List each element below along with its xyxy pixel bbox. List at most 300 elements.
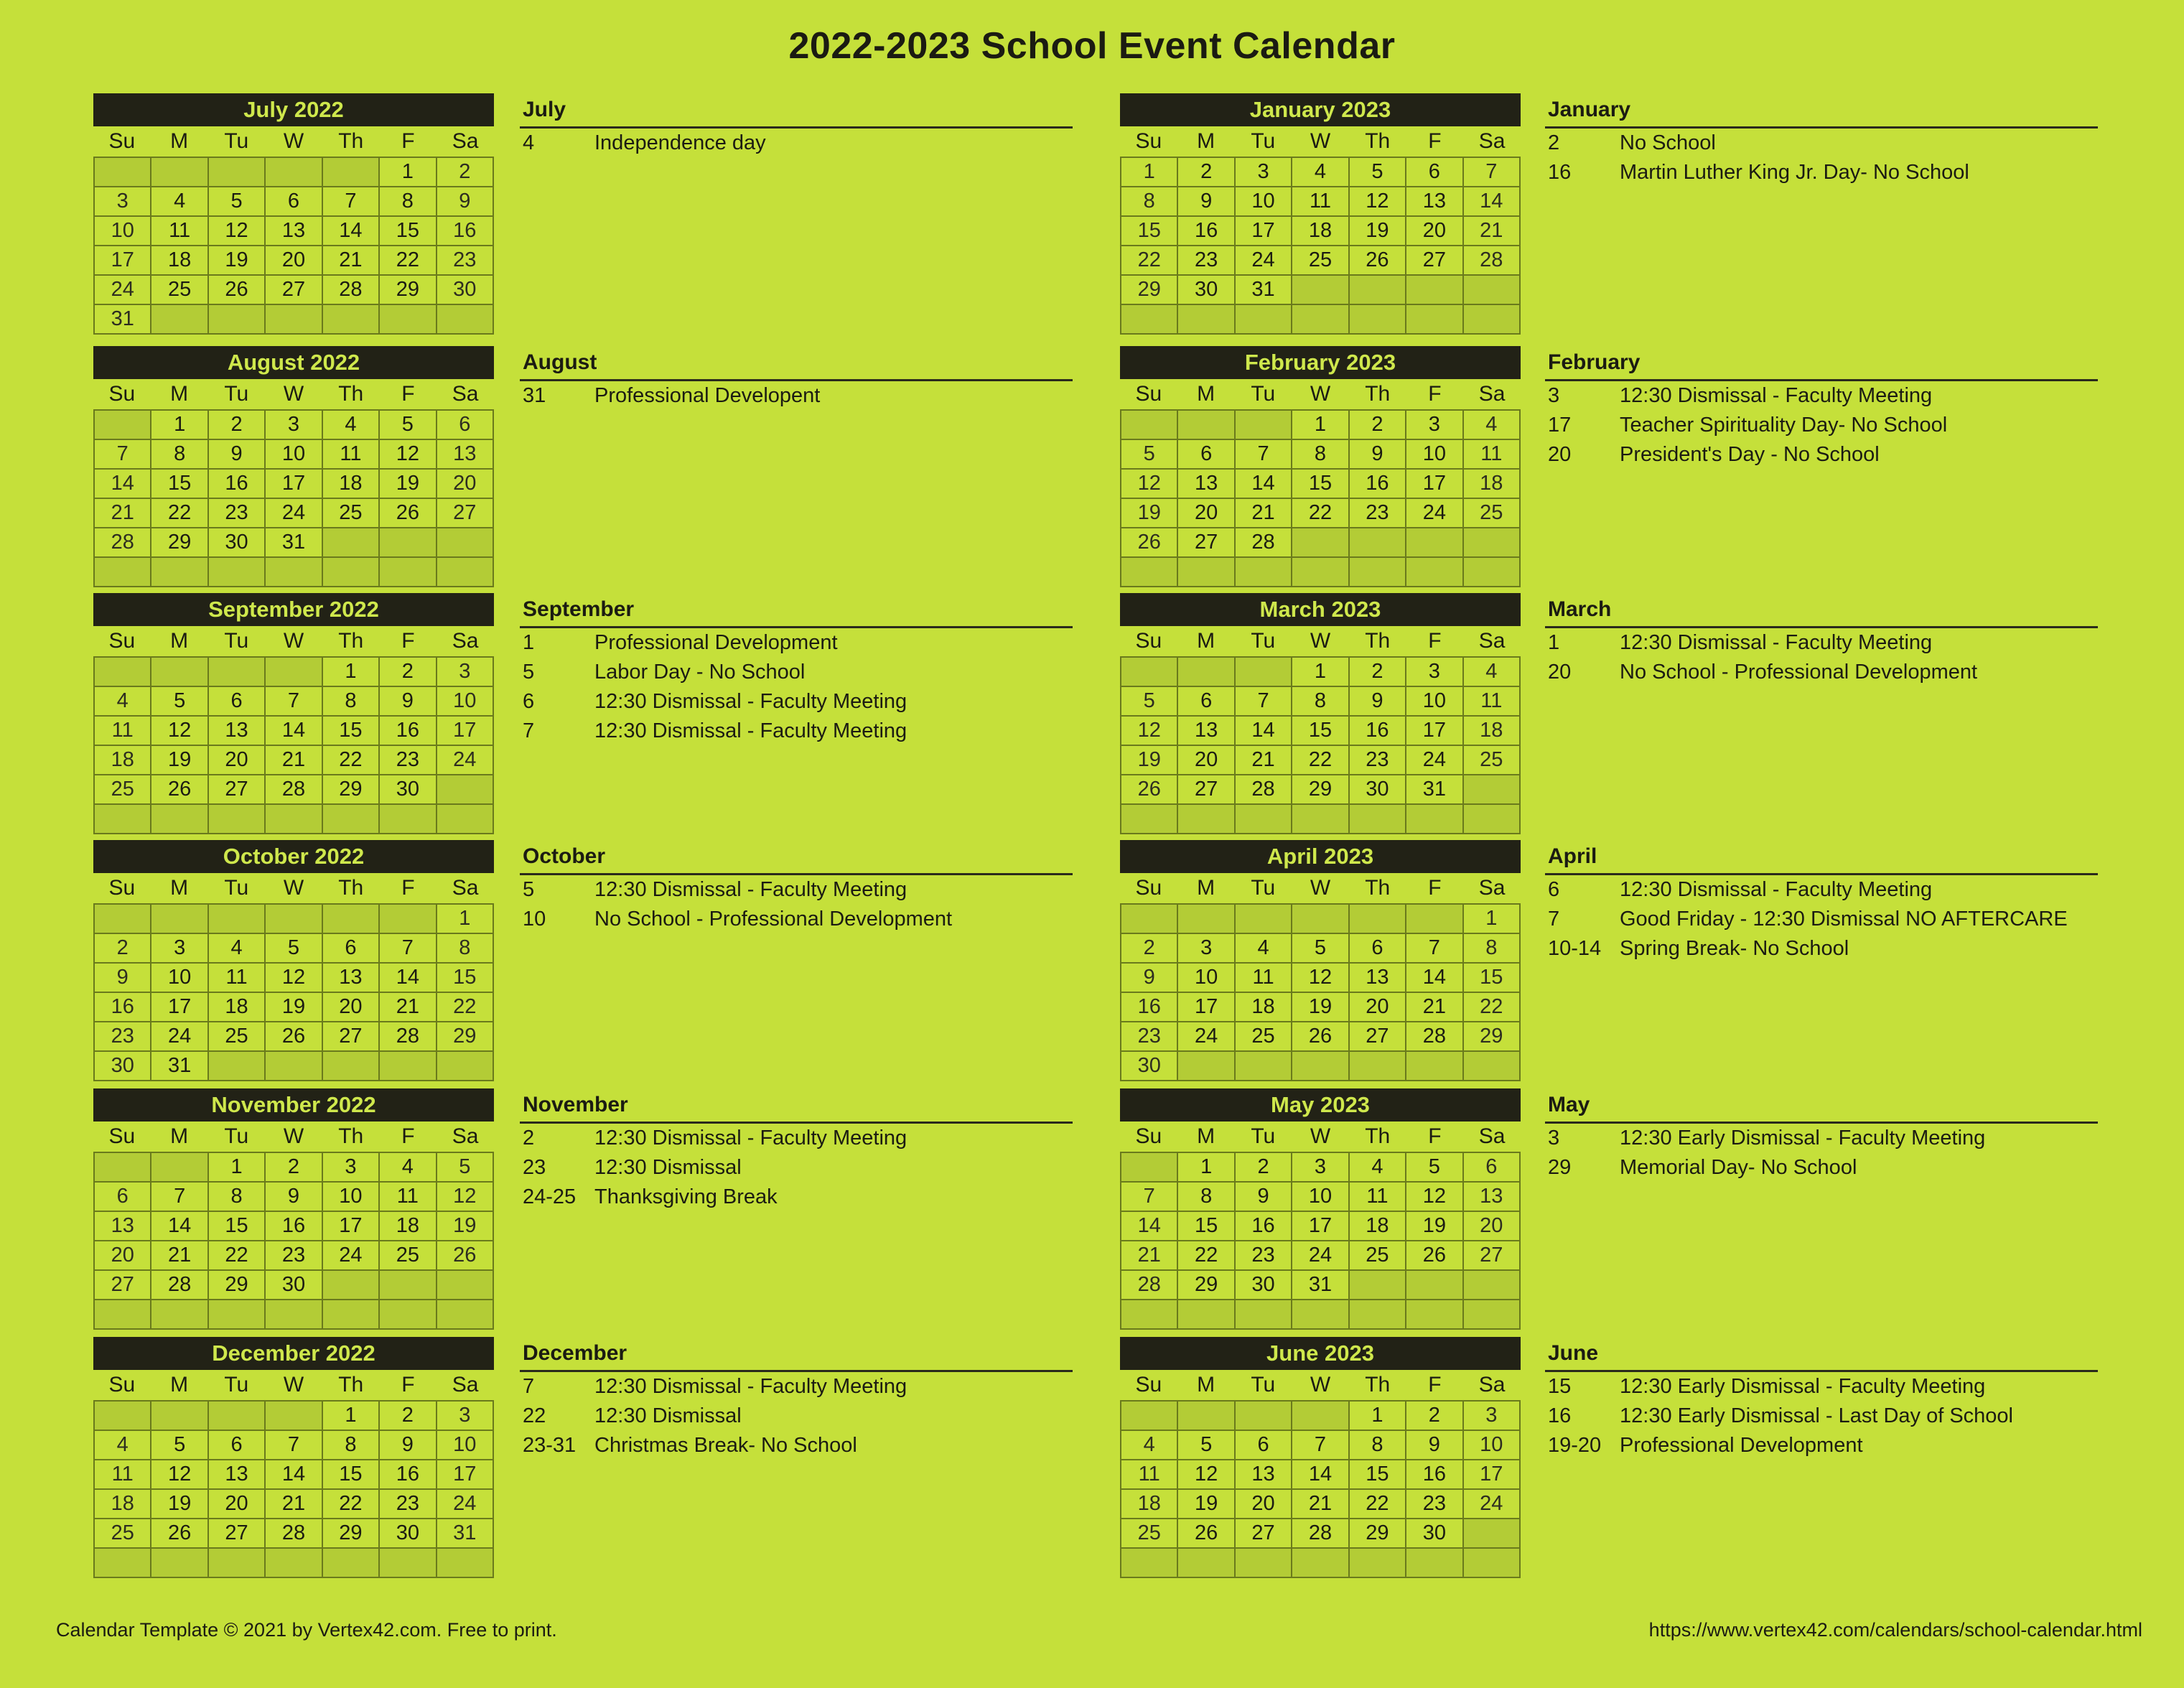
day-cell[interactable]: 2 <box>209 411 266 440</box>
day-cell[interactable]: 17 <box>151 993 208 1022</box>
day-cell[interactable]: 27 <box>1406 246 1463 276</box>
day-cell[interactable]: 30 <box>1121 1052 1178 1081</box>
day-cell[interactable]: 22 <box>1464 993 1521 1022</box>
day-cell[interactable]: 30 <box>1406 1519 1463 1549</box>
day-cell[interactable]: 12 <box>1406 1183 1463 1212</box>
day-cell[interactable]: 2 <box>1236 1153 1292 1183</box>
day-cell[interactable]: 26 <box>266 1022 322 1052</box>
day-cell[interactable]: 8 <box>1178 1183 1235 1212</box>
day-cell[interactable]: 29 <box>1121 276 1178 305</box>
day-cell[interactable]: 18 <box>323 470 380 499</box>
day-cell[interactable]: 21 <box>95 499 151 528</box>
day-cell[interactable]: 12 <box>266 964 322 993</box>
day-cell[interactable]: 26 <box>151 775 208 805</box>
day-cell[interactable]: 15 <box>1464 964 1521 993</box>
day-cell[interactable]: 14 <box>266 1460 322 1490</box>
day-cell[interactable]: 6 <box>95 1183 151 1212</box>
day-cell[interactable]: 19 <box>1121 746 1178 775</box>
day-cell[interactable]: 26 <box>209 276 266 305</box>
day-cell[interactable]: 21 <box>1292 1490 1349 1519</box>
day-cell[interactable]: 29 <box>151 528 208 558</box>
day-cell[interactable]: 30 <box>1236 1271 1292 1300</box>
day-cell[interactable]: 9 <box>1406 1431 1463 1460</box>
day-cell[interactable]: 21 <box>151 1241 208 1271</box>
day-cell[interactable]: 11 <box>209 964 266 993</box>
day-cell[interactable]: 21 <box>266 746 322 775</box>
day-cell[interactable]: 18 <box>209 993 266 1022</box>
day-cell[interactable]: 10 <box>1406 687 1463 717</box>
day-cell[interactable]: 5 <box>1121 687 1178 717</box>
day-cell[interactable]: 16 <box>1236 1212 1292 1241</box>
day-cell[interactable]: 3 <box>266 411 322 440</box>
day-cell[interactable]: 6 <box>323 934 380 964</box>
day-cell[interactable]: 30 <box>1350 775 1406 805</box>
day-cell[interactable]: 2 <box>1350 411 1406 440</box>
day-cell[interactable]: 24 <box>151 1022 208 1052</box>
day-cell[interactable]: 10 <box>437 1431 494 1460</box>
day-cell[interactable]: 10 <box>323 1183 380 1212</box>
day-cell[interactable]: 10 <box>151 964 208 993</box>
day-cell[interactable]: 26 <box>380 499 437 528</box>
day-cell[interactable]: 27 <box>1178 775 1235 805</box>
day-cell[interactable]: 28 <box>95 528 151 558</box>
day-cell[interactable]: 8 <box>1292 687 1349 717</box>
day-cell[interactable]: 4 <box>95 687 151 717</box>
day-cell[interactable]: 17 <box>1464 1460 1521 1490</box>
day-cell[interactable]: 9 <box>209 440 266 470</box>
day-cell[interactable]: 5 <box>1178 1431 1235 1460</box>
day-cell[interactable]: 3 <box>1292 1153 1349 1183</box>
day-cell[interactable]: 13 <box>1178 470 1235 499</box>
day-cell[interactable]: 3 <box>1406 658 1463 687</box>
day-cell[interactable]: 4 <box>1236 934 1292 964</box>
day-cell[interactable]: 3 <box>95 187 151 217</box>
day-cell[interactable]: 28 <box>1292 1519 1349 1549</box>
day-cell[interactable]: 5 <box>266 934 322 964</box>
day-cell[interactable]: 11 <box>323 440 380 470</box>
day-cell[interactable]: 13 <box>323 964 380 993</box>
day-cell[interactable]: 17 <box>1236 217 1292 246</box>
day-cell[interactable]: 6 <box>209 687 266 717</box>
day-cell[interactable]: 12 <box>437 1183 494 1212</box>
day-cell[interactable]: 25 <box>1464 499 1521 528</box>
day-cell[interactable]: 25 <box>95 1519 151 1549</box>
day-cell[interactable]: 7 <box>95 440 151 470</box>
day-cell[interactable]: 12 <box>209 217 266 246</box>
day-cell[interactable]: 23 <box>1350 499 1406 528</box>
day-cell[interactable]: 14 <box>1292 1460 1349 1490</box>
day-cell[interactable]: 14 <box>380 964 437 993</box>
day-cell[interactable]: 18 <box>1292 217 1349 246</box>
day-cell[interactable]: 9 <box>437 187 494 217</box>
day-cell[interactable]: 3 <box>323 1153 380 1183</box>
day-cell[interactable]: 9 <box>1350 687 1406 717</box>
day-cell[interactable]: 24 <box>1406 746 1463 775</box>
day-cell[interactable]: 14 <box>323 217 380 246</box>
day-cell[interactable]: 1 <box>437 905 494 934</box>
day-cell[interactable]: 23 <box>1121 1022 1178 1052</box>
day-cell[interactable]: 13 <box>437 440 494 470</box>
day-cell[interactable]: 11 <box>1236 964 1292 993</box>
day-cell[interactable]: 7 <box>1406 934 1463 964</box>
day-cell[interactable]: 14 <box>1406 964 1463 993</box>
day-cell[interactable]: 30 <box>437 276 494 305</box>
day-cell[interactable]: 19 <box>209 246 266 276</box>
day-cell[interactable]: 5 <box>437 1153 494 1183</box>
day-cell[interactable]: 9 <box>1236 1183 1292 1212</box>
day-cell[interactable]: 20 <box>1350 993 1406 1022</box>
day-cell[interactable]: 24 <box>323 1241 380 1271</box>
day-cell[interactable]: 9 <box>380 1431 437 1460</box>
day-cell[interactable]: 11 <box>151 217 208 246</box>
day-cell[interactable]: 24 <box>437 746 494 775</box>
day-cell[interactable]: 7 <box>266 687 322 717</box>
day-cell[interactable]: 5 <box>151 1431 208 1460</box>
day-cell[interactable]: 25 <box>1350 1241 1406 1271</box>
day-cell[interactable]: 1 <box>1178 1153 1235 1183</box>
day-cell[interactable]: 31 <box>437 1519 494 1549</box>
day-cell[interactable]: 20 <box>1464 1212 1521 1241</box>
day-cell[interactable]: 6 <box>1236 1431 1292 1460</box>
day-cell[interactable]: 13 <box>1464 1183 1521 1212</box>
day-cell[interactable]: 6 <box>266 187 322 217</box>
day-cell[interactable]: 2 <box>380 1402 437 1431</box>
day-cell[interactable]: 15 <box>1350 1460 1406 1490</box>
day-cell[interactable]: 15 <box>380 217 437 246</box>
day-cell[interactable]: 22 <box>151 499 208 528</box>
day-cell[interactable]: 25 <box>95 775 151 805</box>
day-cell[interactable]: 29 <box>1178 1271 1235 1300</box>
day-cell[interactable]: 27 <box>323 1022 380 1052</box>
day-cell[interactable]: 13 <box>1406 187 1463 217</box>
day-cell[interactable]: 19 <box>1350 217 1406 246</box>
day-cell[interactable]: 4 <box>209 934 266 964</box>
day-cell[interactable]: 25 <box>1121 1519 1178 1549</box>
day-cell[interactable]: 11 <box>1292 187 1349 217</box>
day-cell[interactable]: 8 <box>380 187 437 217</box>
day-cell[interactable]: 25 <box>323 499 380 528</box>
day-cell[interactable]: 14 <box>1236 470 1292 499</box>
day-cell[interactable]: 9 <box>1121 964 1178 993</box>
day-cell[interactable]: 27 <box>266 276 322 305</box>
day-cell[interactable]: 16 <box>266 1212 322 1241</box>
day-cell[interactable]: 10 <box>1406 440 1463 470</box>
day-cell[interactable]: 15 <box>323 1460 380 1490</box>
day-cell[interactable]: 2 <box>1350 658 1406 687</box>
day-cell[interactable]: 8 <box>151 440 208 470</box>
day-cell[interactable]: 22 <box>1350 1490 1406 1519</box>
day-cell[interactable]: 18 <box>1464 470 1521 499</box>
day-cell[interactable]: 17 <box>1406 470 1463 499</box>
day-cell[interactable]: 6 <box>437 411 494 440</box>
day-cell[interactable]: 7 <box>1292 1431 1349 1460</box>
day-cell[interactable]: 29 <box>323 1519 380 1549</box>
day-cell[interactable]: 22 <box>380 246 437 276</box>
day-cell[interactable]: 20 <box>323 993 380 1022</box>
day-cell[interactable]: 27 <box>1464 1241 1521 1271</box>
day-cell[interactable]: 23 <box>1406 1490 1463 1519</box>
day-cell[interactable]: 16 <box>1350 717 1406 746</box>
day-cell[interactable]: 2 <box>380 658 437 687</box>
day-cell[interactable]: 25 <box>1236 1022 1292 1052</box>
day-cell[interactable]: 15 <box>1178 1212 1235 1241</box>
day-cell[interactable]: 1 <box>151 411 208 440</box>
day-cell[interactable]: 5 <box>151 687 208 717</box>
day-cell[interactable]: 21 <box>1121 1241 1178 1271</box>
day-cell[interactable]: 28 <box>323 276 380 305</box>
day-cell[interactable]: 4 <box>323 411 380 440</box>
day-cell[interactable]: 12 <box>1178 1460 1235 1490</box>
day-cell[interactable]: 9 <box>95 964 151 993</box>
day-cell[interactable]: 15 <box>209 1212 266 1241</box>
day-cell[interactable]: 20 <box>1178 746 1235 775</box>
day-cell[interactable]: 24 <box>266 499 322 528</box>
day-cell[interactable]: 21 <box>1236 499 1292 528</box>
day-cell[interactable]: 22 <box>1292 746 1349 775</box>
day-cell[interactable]: 31 <box>1292 1271 1349 1300</box>
day-cell[interactable]: 19 <box>437 1212 494 1241</box>
day-cell[interactable]: 18 <box>1464 717 1521 746</box>
day-cell[interactable]: 22 <box>1178 1241 1235 1271</box>
day-cell[interactable]: 9 <box>1178 187 1235 217</box>
day-cell[interactable]: 16 <box>1350 470 1406 499</box>
day-cell[interactable]: 20 <box>209 1490 266 1519</box>
day-cell[interactable]: 24 <box>1236 246 1292 276</box>
day-cell[interactable]: 1 <box>1121 158 1178 187</box>
day-cell[interactable]: 2 <box>95 934 151 964</box>
day-cell[interactable]: 23 <box>1350 746 1406 775</box>
day-cell[interactable]: 14 <box>1236 717 1292 746</box>
day-cell[interactable]: 24 <box>1406 499 1463 528</box>
day-cell[interactable]: 19 <box>1406 1212 1463 1241</box>
day-cell[interactable]: 14 <box>151 1212 208 1241</box>
day-cell[interactable]: 7 <box>323 187 380 217</box>
day-cell[interactable]: 26 <box>437 1241 494 1271</box>
day-cell[interactable]: 16 <box>95 993 151 1022</box>
day-cell[interactable]: 3 <box>1406 411 1463 440</box>
day-cell[interactable]: 2 <box>1121 934 1178 964</box>
day-cell[interactable]: 31 <box>266 528 322 558</box>
day-cell[interactable]: 8 <box>437 934 494 964</box>
day-cell[interactable]: 7 <box>1464 158 1521 187</box>
day-cell[interactable]: 2 <box>1406 1402 1463 1431</box>
day-cell[interactable]: 30 <box>95 1052 151 1081</box>
day-cell[interactable]: 3 <box>1236 158 1292 187</box>
day-cell[interactable]: 20 <box>437 470 494 499</box>
day-cell[interactable]: 21 <box>266 1490 322 1519</box>
day-cell[interactable]: 11 <box>380 1183 437 1212</box>
day-cell[interactable]: 27 <box>1236 1519 1292 1549</box>
day-cell[interactable]: 8 <box>1350 1431 1406 1460</box>
day-cell[interactable]: 28 <box>1121 1271 1178 1300</box>
day-cell[interactable]: 17 <box>95 246 151 276</box>
day-cell[interactable]: 4 <box>95 1431 151 1460</box>
day-cell[interactable]: 16 <box>209 470 266 499</box>
day-cell[interactable]: 23 <box>1178 246 1235 276</box>
day-cell[interactable]: 29 <box>1464 1022 1521 1052</box>
day-cell[interactable]: 30 <box>266 1271 322 1300</box>
day-cell[interactable]: 4 <box>151 187 208 217</box>
day-cell[interactable]: 26 <box>1292 1022 1349 1052</box>
day-cell[interactable]: 26 <box>1350 246 1406 276</box>
day-cell[interactable]: 13 <box>1236 1460 1292 1490</box>
day-cell[interactable]: 28 <box>1236 775 1292 805</box>
day-cell[interactable]: 19 <box>151 1490 208 1519</box>
day-cell[interactable]: 13 <box>1350 964 1406 993</box>
day-cell[interactable]: 8 <box>1121 187 1178 217</box>
day-cell[interactable]: 7 <box>151 1183 208 1212</box>
day-cell[interactable]: 17 <box>437 1460 494 1490</box>
day-cell[interactable]: 10 <box>95 217 151 246</box>
day-cell[interactable]: 15 <box>323 717 380 746</box>
day-cell[interactable]: 3 <box>437 1402 494 1431</box>
day-cell[interactable]: 14 <box>1121 1212 1178 1241</box>
day-cell[interactable]: 23 <box>437 246 494 276</box>
day-cell[interactable]: 27 <box>1178 528 1235 558</box>
day-cell[interactable]: 23 <box>380 746 437 775</box>
day-cell[interactable]: 31 <box>1406 775 1463 805</box>
day-cell[interactable]: 5 <box>1292 934 1349 964</box>
day-cell[interactable]: 28 <box>380 1022 437 1052</box>
day-cell[interactable]: 4 <box>1121 1431 1178 1460</box>
day-cell[interactable]: 4 <box>1464 411 1521 440</box>
day-cell[interactable]: 17 <box>1178 993 1235 1022</box>
day-cell[interactable]: 15 <box>1292 470 1349 499</box>
day-cell[interactable]: 17 <box>1292 1212 1349 1241</box>
day-cell[interactable]: 11 <box>1121 1460 1178 1490</box>
day-cell[interactable]: 28 <box>151 1271 208 1300</box>
day-cell[interactable]: 10 <box>1178 964 1235 993</box>
day-cell[interactable]: 4 <box>1292 158 1349 187</box>
day-cell[interactable]: 25 <box>1464 746 1521 775</box>
day-cell[interactable]: 12 <box>1121 470 1178 499</box>
day-cell[interactable]: 12 <box>1121 717 1178 746</box>
day-cell[interactable]: 24 <box>1464 1490 1521 1519</box>
day-cell[interactable]: 29 <box>437 1022 494 1052</box>
day-cell[interactable]: 27 <box>95 1271 151 1300</box>
day-cell[interactable]: 8 <box>1292 440 1349 470</box>
day-cell[interactable]: 14 <box>266 717 322 746</box>
day-cell[interactable]: 31 <box>95 305 151 335</box>
day-cell[interactable]: 1 <box>323 1402 380 1431</box>
day-cell[interactable]: 1 <box>1292 658 1349 687</box>
day-cell[interactable]: 16 <box>380 1460 437 1490</box>
day-cell[interactable]: 9 <box>1350 440 1406 470</box>
day-cell[interactable]: 13 <box>209 717 266 746</box>
day-cell[interactable]: 29 <box>323 775 380 805</box>
day-cell[interactable]: 15 <box>151 470 208 499</box>
day-cell[interactable]: 1 <box>1464 905 1521 934</box>
day-cell[interactable]: 6 <box>1178 687 1235 717</box>
day-cell[interactable]: 28 <box>1406 1022 1463 1052</box>
day-cell[interactable]: 16 <box>1178 217 1235 246</box>
day-cell[interactable]: 26 <box>1178 1519 1235 1549</box>
day-cell[interactable]: 6 <box>1464 1153 1521 1183</box>
day-cell[interactable]: 13 <box>266 217 322 246</box>
day-cell[interactable]: 14 <box>95 470 151 499</box>
day-cell[interactable]: 7 <box>1236 687 1292 717</box>
day-cell[interactable]: 13 <box>95 1212 151 1241</box>
day-cell[interactable]: 9 <box>380 687 437 717</box>
day-cell[interactable]: 19 <box>380 470 437 499</box>
day-cell[interactable]: 29 <box>1350 1519 1406 1549</box>
day-cell[interactable]: 22 <box>437 993 494 1022</box>
day-cell[interactable]: 11 <box>95 717 151 746</box>
day-cell[interactable]: 13 <box>1178 717 1235 746</box>
day-cell[interactable]: 21 <box>1406 993 1463 1022</box>
day-cell[interactable]: 16 <box>1121 993 1178 1022</box>
day-cell[interactable]: 20 <box>1406 217 1463 246</box>
day-cell[interactable]: 13 <box>209 1460 266 1490</box>
day-cell[interactable]: 28 <box>1236 528 1292 558</box>
day-cell[interactable]: 17 <box>1406 717 1463 746</box>
day-cell[interactable]: 16 <box>437 217 494 246</box>
day-cell[interactable]: 6 <box>1178 440 1235 470</box>
day-cell[interactable]: 10 <box>266 440 322 470</box>
day-cell[interactable]: 26 <box>151 1519 208 1549</box>
day-cell[interactable]: 20 <box>1178 499 1235 528</box>
day-cell[interactable]: 19 <box>1178 1490 1235 1519</box>
day-cell[interactable]: 4 <box>380 1153 437 1183</box>
day-cell[interactable]: 20 <box>209 746 266 775</box>
day-cell[interactable]: 8 <box>323 1431 380 1460</box>
day-cell[interactable]: 24 <box>437 1490 494 1519</box>
day-cell[interactable]: 24 <box>95 276 151 305</box>
day-cell[interactable]: 26 <box>1121 775 1178 805</box>
day-cell[interactable]: 11 <box>1350 1183 1406 1212</box>
day-cell[interactable]: 30 <box>380 775 437 805</box>
day-cell[interactable]: 4 <box>1350 1153 1406 1183</box>
day-cell[interactable]: 27 <box>209 1519 266 1549</box>
footer-url[interactable]: https://www.vertex42.com/calendars/school-calendar.html <box>1648 1619 2142 1641</box>
day-cell[interactable]: 1 <box>323 658 380 687</box>
day-cell[interactable]: 6 <box>1406 158 1463 187</box>
day-cell[interactable]: 29 <box>380 276 437 305</box>
day-cell[interactable]: 6 <box>1350 934 1406 964</box>
day-cell[interactable]: 20 <box>95 1241 151 1271</box>
day-cell[interactable]: 27 <box>209 775 266 805</box>
day-cell[interactable]: 12 <box>1350 187 1406 217</box>
day-cell[interactable]: 16 <box>1406 1460 1463 1490</box>
day-cell[interactable]: 19 <box>1121 499 1178 528</box>
day-cell[interactable]: 31 <box>1236 276 1292 305</box>
day-cell[interactable]: 18 <box>1121 1490 1178 1519</box>
day-cell[interactable]: 18 <box>151 246 208 276</box>
day-cell[interactable]: 5 <box>1121 440 1178 470</box>
day-cell[interactable]: 21 <box>380 993 437 1022</box>
day-cell[interactable]: 1 <box>209 1153 266 1183</box>
day-cell[interactable]: 25 <box>151 276 208 305</box>
day-cell[interactable]: 29 <box>209 1271 266 1300</box>
day-cell[interactable]: 1 <box>1350 1402 1406 1431</box>
day-cell[interactable]: 11 <box>1464 440 1521 470</box>
day-cell[interactable]: 24 <box>1292 1241 1349 1271</box>
day-cell[interactable]: 11 <box>95 1460 151 1490</box>
day-cell[interactable]: 1 <box>1292 411 1349 440</box>
day-cell[interactable]: 10 <box>1236 187 1292 217</box>
day-cell[interactable]: 7 <box>266 1431 322 1460</box>
day-cell[interactable]: 12 <box>1292 964 1349 993</box>
day-cell[interactable]: 7 <box>1121 1183 1178 1212</box>
day-cell[interactable]: 21 <box>1464 217 1521 246</box>
day-cell[interactable]: 22 <box>323 746 380 775</box>
day-cell[interactable]: 23 <box>380 1490 437 1519</box>
day-cell[interactable]: 22 <box>1292 499 1349 528</box>
day-cell[interactable]: 30 <box>1178 276 1235 305</box>
day-cell[interactable]: 17 <box>437 717 494 746</box>
day-cell[interactable]: 23 <box>1236 1241 1292 1271</box>
day-cell[interactable]: 12 <box>151 1460 208 1490</box>
